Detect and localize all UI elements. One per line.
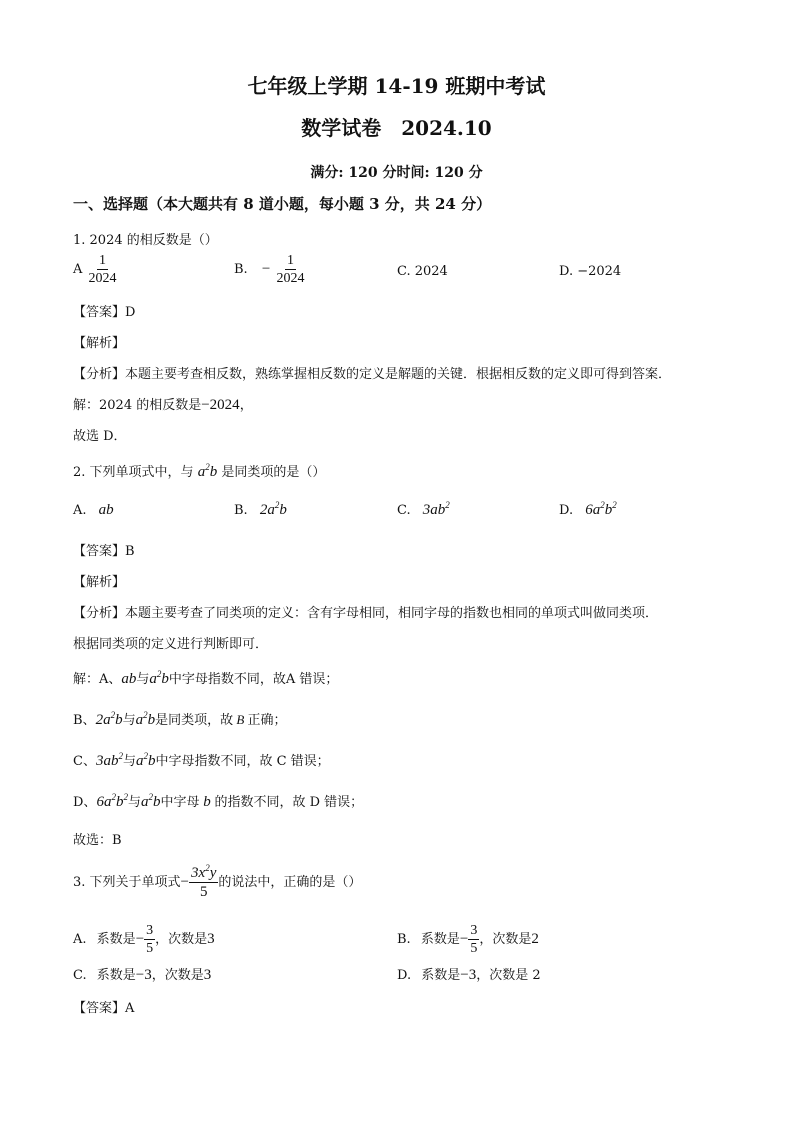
q1-option-b-fraction: [274, 252, 306, 287]
q2-solution-d-term2: $a^2b$: [140, 792, 161, 810]
q2-stem-prefix: 2. 下列单项式中，与: [73, 465, 194, 480]
q3-option-b: [397, 922, 539, 957]
q3-stem-sign: −: [180, 874, 190, 890]
q2-solution-b-suffix-2: 正确；: [247, 713, 287, 728]
q3-option-b-degree: 2: [531, 931, 539, 947]
q2-solution-c-term2: $a^2b$: [135, 751, 156, 769]
q3-option-c-label: C.: [73, 968, 87, 983]
q2-conclusion: 故选：B: [73, 833, 122, 848]
q2-solution-a-suffix: 中字母指数不同，故A 错误；: [168, 672, 339, 687]
q3-option-a-denominator: 5: [146, 941, 154, 956]
q2-solution-d: [73, 791, 363, 811]
q1-option-b-label: B.: [234, 262, 248, 277]
q3-stem-prefix: 3. 下列关于单项式: [73, 875, 181, 890]
q2-solution-d-term1: $6a^2b^2$: [96, 792, 128, 810]
q2-solution-a-prefix: 解：A、: [73, 672, 122, 687]
q2-solution-c-term1: $3ab^2$: [95, 751, 123, 769]
q1-answer: 【答案】D: [73, 305, 136, 320]
q3-option-a-sign: −: [135, 931, 145, 947]
q3-option-d-text1: 系数是: [421, 968, 461, 983]
q2-solution-c-prefix: C、: [73, 754, 96, 769]
q2-option-c: [397, 502, 450, 519]
q1-analysis: 【分析】本题主要考查相反数，熟练掌握相反数的定义是解题的关键．根据相反数的定义即可得到答案．: [73, 367, 672, 382]
q3-answer: 【答案】A: [73, 1001, 135, 1016]
q2-analysis-line2: 根据同类项的定义进行判断即可．: [73, 637, 269, 652]
q3-option-b-label: B.: [397, 932, 411, 947]
q1-option-a-fraction: [87, 252, 119, 287]
q2-solution-b-letter: B: [233, 712, 248, 727]
q1-option-a-label: A: [73, 262, 83, 277]
q1-option-b-numerator: 1: [286, 253, 294, 268]
q2-stem-suffix: 是同类项的是（）: [221, 465, 326, 480]
q1-option-b: [234, 252, 306, 287]
q3-option-c-text1: 系数是: [96, 968, 136, 983]
q3-option-b-text2: ，次数是: [479, 932, 532, 947]
q2-solution-b: [73, 709, 287, 729]
q3-option-a-numerator: 3: [146, 923, 154, 938]
q3-stem: [73, 864, 361, 901]
q2-solution-b-term1: $2a^2b$: [95, 710, 123, 728]
q2-solution-d-prefix: D、: [73, 795, 97, 810]
q3-option-d-coef: −3: [460, 967, 477, 983]
q1-stem: 1. 2024 的相反数是（）: [73, 233, 218, 248]
q3-option-a-text1: 系数是: [96, 932, 136, 947]
q3-option-a-degree: 3: [207, 931, 215, 947]
q2-solution-c-mid: 与: [122, 754, 136, 769]
q1-option-a-denominator: 2024: [88, 271, 117, 286]
q3-option-a: [73, 922, 215, 957]
q3-option-a-text2: ，次数是: [155, 932, 208, 947]
q2-solution-d-letter: b: [199, 794, 215, 810]
q2-option-a-term: ab: [98, 502, 114, 518]
q1-solution-prefix: 解：2024 的相反数是: [73, 398, 202, 413]
q3-option-c-degree: 3: [203, 967, 212, 983]
q1-jiexi: 【解析】: [73, 336, 126, 351]
q2-option-d-label: D.: [559, 503, 574, 518]
q1-option-a-numerator: 1: [99, 253, 107, 268]
q2-solution-b-prefix: B、: [73, 713, 96, 728]
q2-jiexi: 【解析】: [73, 575, 126, 590]
q2-analysis-line1: 【分析】本题主要考查了同类项的定义：含有字母相同，相同字母的指数也相同的单项式叫做同类项．: [73, 606, 659, 621]
q2-solution-b-term2: $a^2b$: [135, 710, 156, 728]
q2-solution-a-term2: $a^2b$: [149, 669, 169, 687]
q3-option-c: [73, 964, 211, 984]
q3-stem-denominator: 5: [199, 884, 208, 900]
q2-solution-d-suffix-1: 中字母: [160, 795, 200, 810]
q2-stem-term: $a^2b$: [197, 462, 218, 480]
score-time-info: 满分: 120 分时间: 120 分: [310, 165, 483, 181]
q2-answer: 【答案】B: [73, 544, 135, 559]
q3-option-d-label: D.: [397, 968, 412, 983]
q3-option-b-fraction: [468, 922, 479, 957]
q1-option-d: D. −2024: [559, 264, 622, 279]
q3-stem-suffix: 的说法中，正确的是（）: [218, 875, 362, 890]
q1-conclusion: 故选 D．: [73, 429, 127, 444]
section-heading: 一、选择题（本大题共有 8 道小题，每小题 3 分，共 24 分）: [73, 195, 492, 213]
q3-option-b-text1: 系数是: [420, 932, 460, 947]
q3-option-d-text2: ，次数是 2: [476, 968, 541, 983]
q3-option-c-coef: −3: [135, 967, 152, 983]
q2-option-b: [234, 502, 287, 519]
q1-option-b-sign: −: [261, 261, 271, 277]
q2-solution-d-suffix-2: 的指数不同，故 D 错误；: [214, 795, 364, 810]
q1-option-a: [73, 252, 119, 287]
q1-option-c: C. 2024: [397, 264, 448, 279]
q1-solution-value: −2024: [201, 397, 240, 413]
q2-option-d: [559, 502, 617, 519]
q1-solution-suffix: ，: [239, 398, 253, 413]
q3-option-d: [397, 964, 541, 984]
q2-solution-d-mid: 与: [127, 795, 141, 810]
q3-option-b-sign: −: [459, 931, 469, 947]
q2-option-c-label: C.: [397, 503, 411, 518]
q2-solution-c: [73, 750, 330, 770]
q2-option-b-label: B.: [234, 503, 248, 518]
q3-option-b-denominator: 5: [470, 941, 478, 956]
q2-solution-a-mid: 与: [136, 672, 150, 687]
q2-solution-a-term1: ab: [121, 671, 137, 687]
q2-option-a-label: A.: [73, 503, 87, 518]
q1-solution: [73, 394, 253, 414]
q2-solution-a: [73, 668, 338, 688]
q1-option-b-denominator: 2024: [276, 271, 305, 286]
q3-option-a-label: A.: [73, 932, 87, 947]
q2-stem: [73, 461, 325, 481]
q3-option-a-fraction: [144, 922, 155, 957]
q3-option-b-numerator: 3: [470, 923, 478, 938]
q2-option-b-term: $2a^2b$: [259, 500, 287, 518]
q2-option-d-term: $6a^2b^2$: [585, 500, 617, 518]
q2-solution-c-suffix: 中字母指数不同，故 C 错误；: [155, 754, 330, 769]
q3-stem-numerator: $3x^2y$: [191, 863, 217, 881]
q2-solution-b-suffix-1: 是同类项，故: [155, 713, 234, 728]
exam-title: 七年级上学期 14-19 班期中考试: [247, 74, 546, 98]
q3-stem-fraction: [189, 864, 218, 901]
q2-option-c-term: $3ab^2$: [422, 500, 450, 518]
q2-option-a: [73, 502, 114, 519]
q2-solution-b-mid: 与: [122, 713, 136, 728]
exam-subtitle: 数学试卷 2024.10: [301, 116, 492, 140]
q3-option-c-text2: ，次数是: [151, 968, 204, 983]
